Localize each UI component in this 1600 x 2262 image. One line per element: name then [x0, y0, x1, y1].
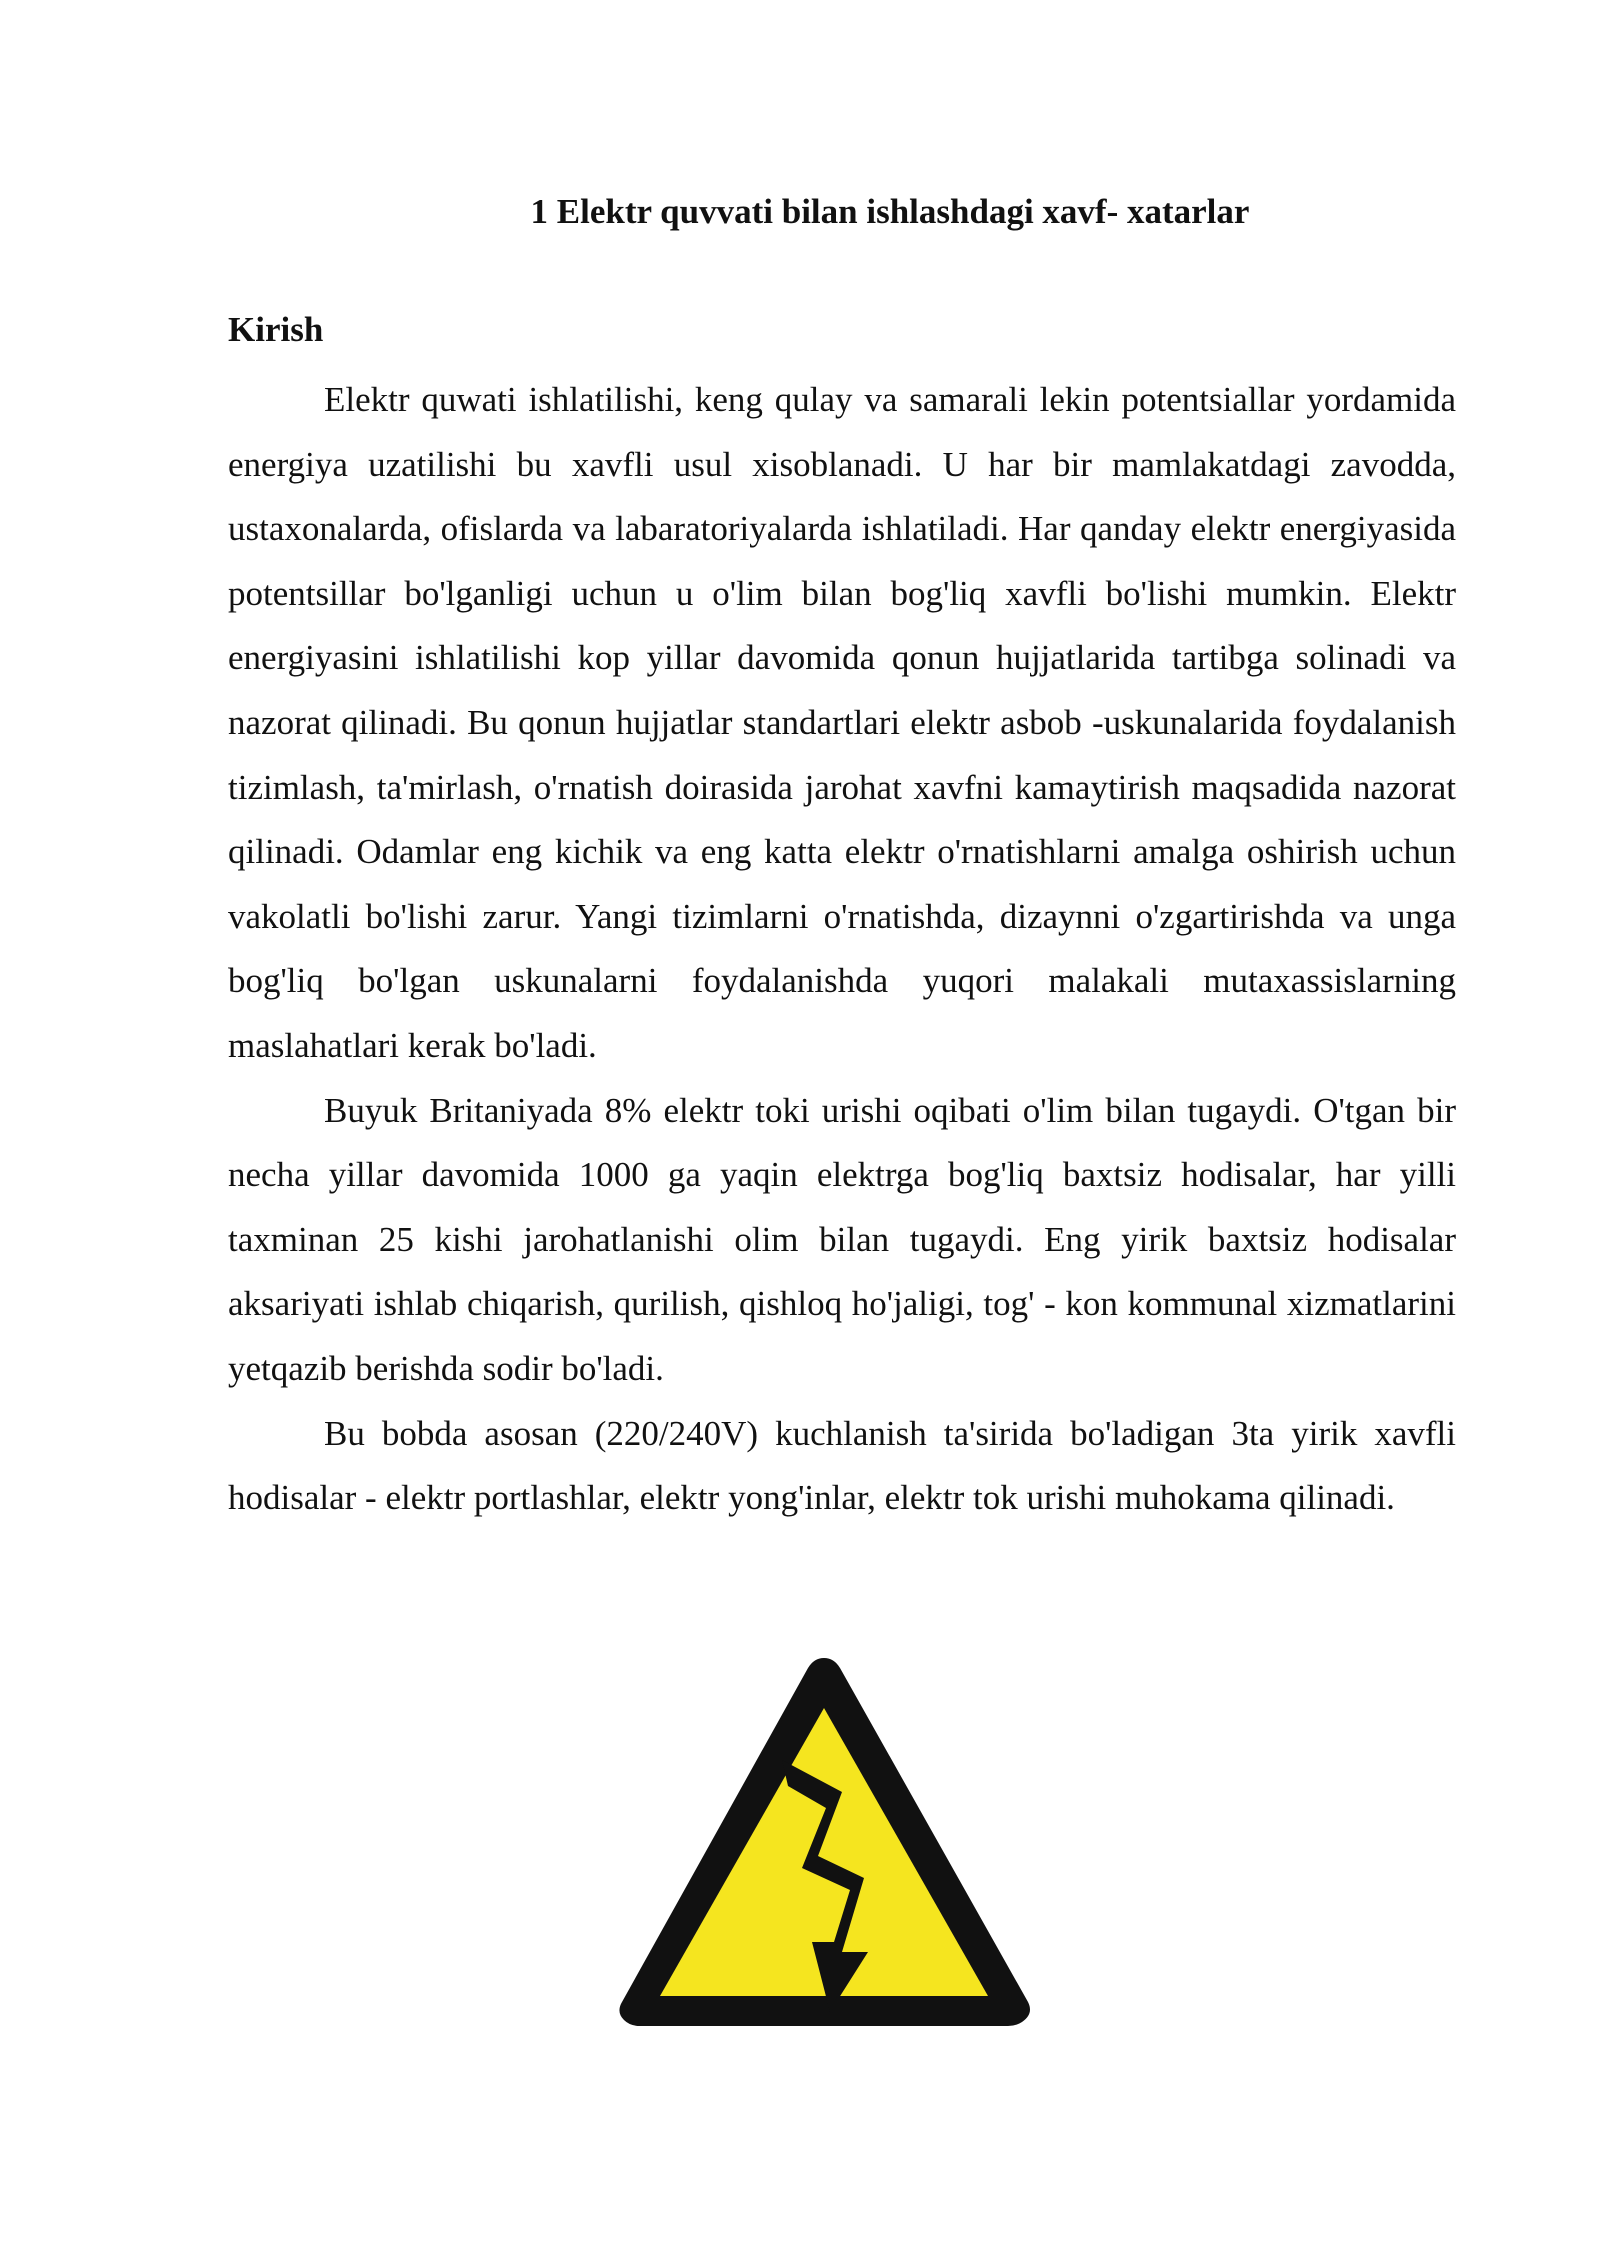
- paragraph-3: Bu bobda asosan (220/240V) kuchlanish ta'sirida bo'ladigan 3ta yirik xavfli hodisalar - elektr portlashlar, elektr yong'inlar, elektr tok urishi muhokama qilinadi.: [228, 1413, 1456, 1518]
- paragraph-2: Buyuk Britaniyada 8% elektr toki urishi oqibati o'lim bilan tugaydi. O'tgan bir necha yillar davomida 1000 ga yaqin elektrga bog'liq baxtsiz hodisalar, har yilli taxminan 25 kishi jarohatlanishi olim bilan tugaydi. Eng yirik baxtsiz hodisalar aksariyati ishlab chiqarish, qurilish, qishloq ho'jaligi, tog' - kon kommunal xizmatlarini yetqazib berishda sodir bo'ladi.: [228, 1090, 1456, 1388]
- high-voltage-warning-icon: [612, 1652, 1036, 2032]
- document-title: 1 Elektr quvvati bilan ishlashdagi xavf- xatarlar: [530, 192, 1250, 231]
- paragraph-1: Elektr quwati ishlatilishi, keng qulay va samarali lekin potentsiallar yordamida energiya uzatilishi bu xavfli usul xisoblanadi. U har bir mamlakatdagi zavodda, ustaxonalarda, ofislarda va labaratoriyalarda ishlatiladi. Har qanday elektr energiyasida potentsillar bo'lganligi uchun u o'lim bilan bog'liq xavfli bo'lishi mumkin. Elektr energiyasini ishlatilishi kop yillar davomida qonun hujjatlarida tartibga solinadi va nazorat qilinadi. Bu qonun hujjatlar standartlari elektr asbob -uskunalarida foydalanish tizimlash, ta'mirlash, o'rnatish doirasida jarohat xavfni kamaytirish maqsadida nazorat qilinadi. Odamlar eng kichik va eng katta elektr o'rnatishlarni amalga oshirish uchun vakolatli bo'lishi zarur. Yangi tizimlarni o'rnatishda, dizaynni o'zgartirishda va unga bog'liq bo'lgan uskunalarni foydalanishda yuqori malakali mutaxassislarning maslahatlari kerak bo'ladi.: [228, 380, 1456, 1065]
- section-heading: Kirish: [228, 310, 324, 349]
- body-text: [228, 368, 1456, 1531]
